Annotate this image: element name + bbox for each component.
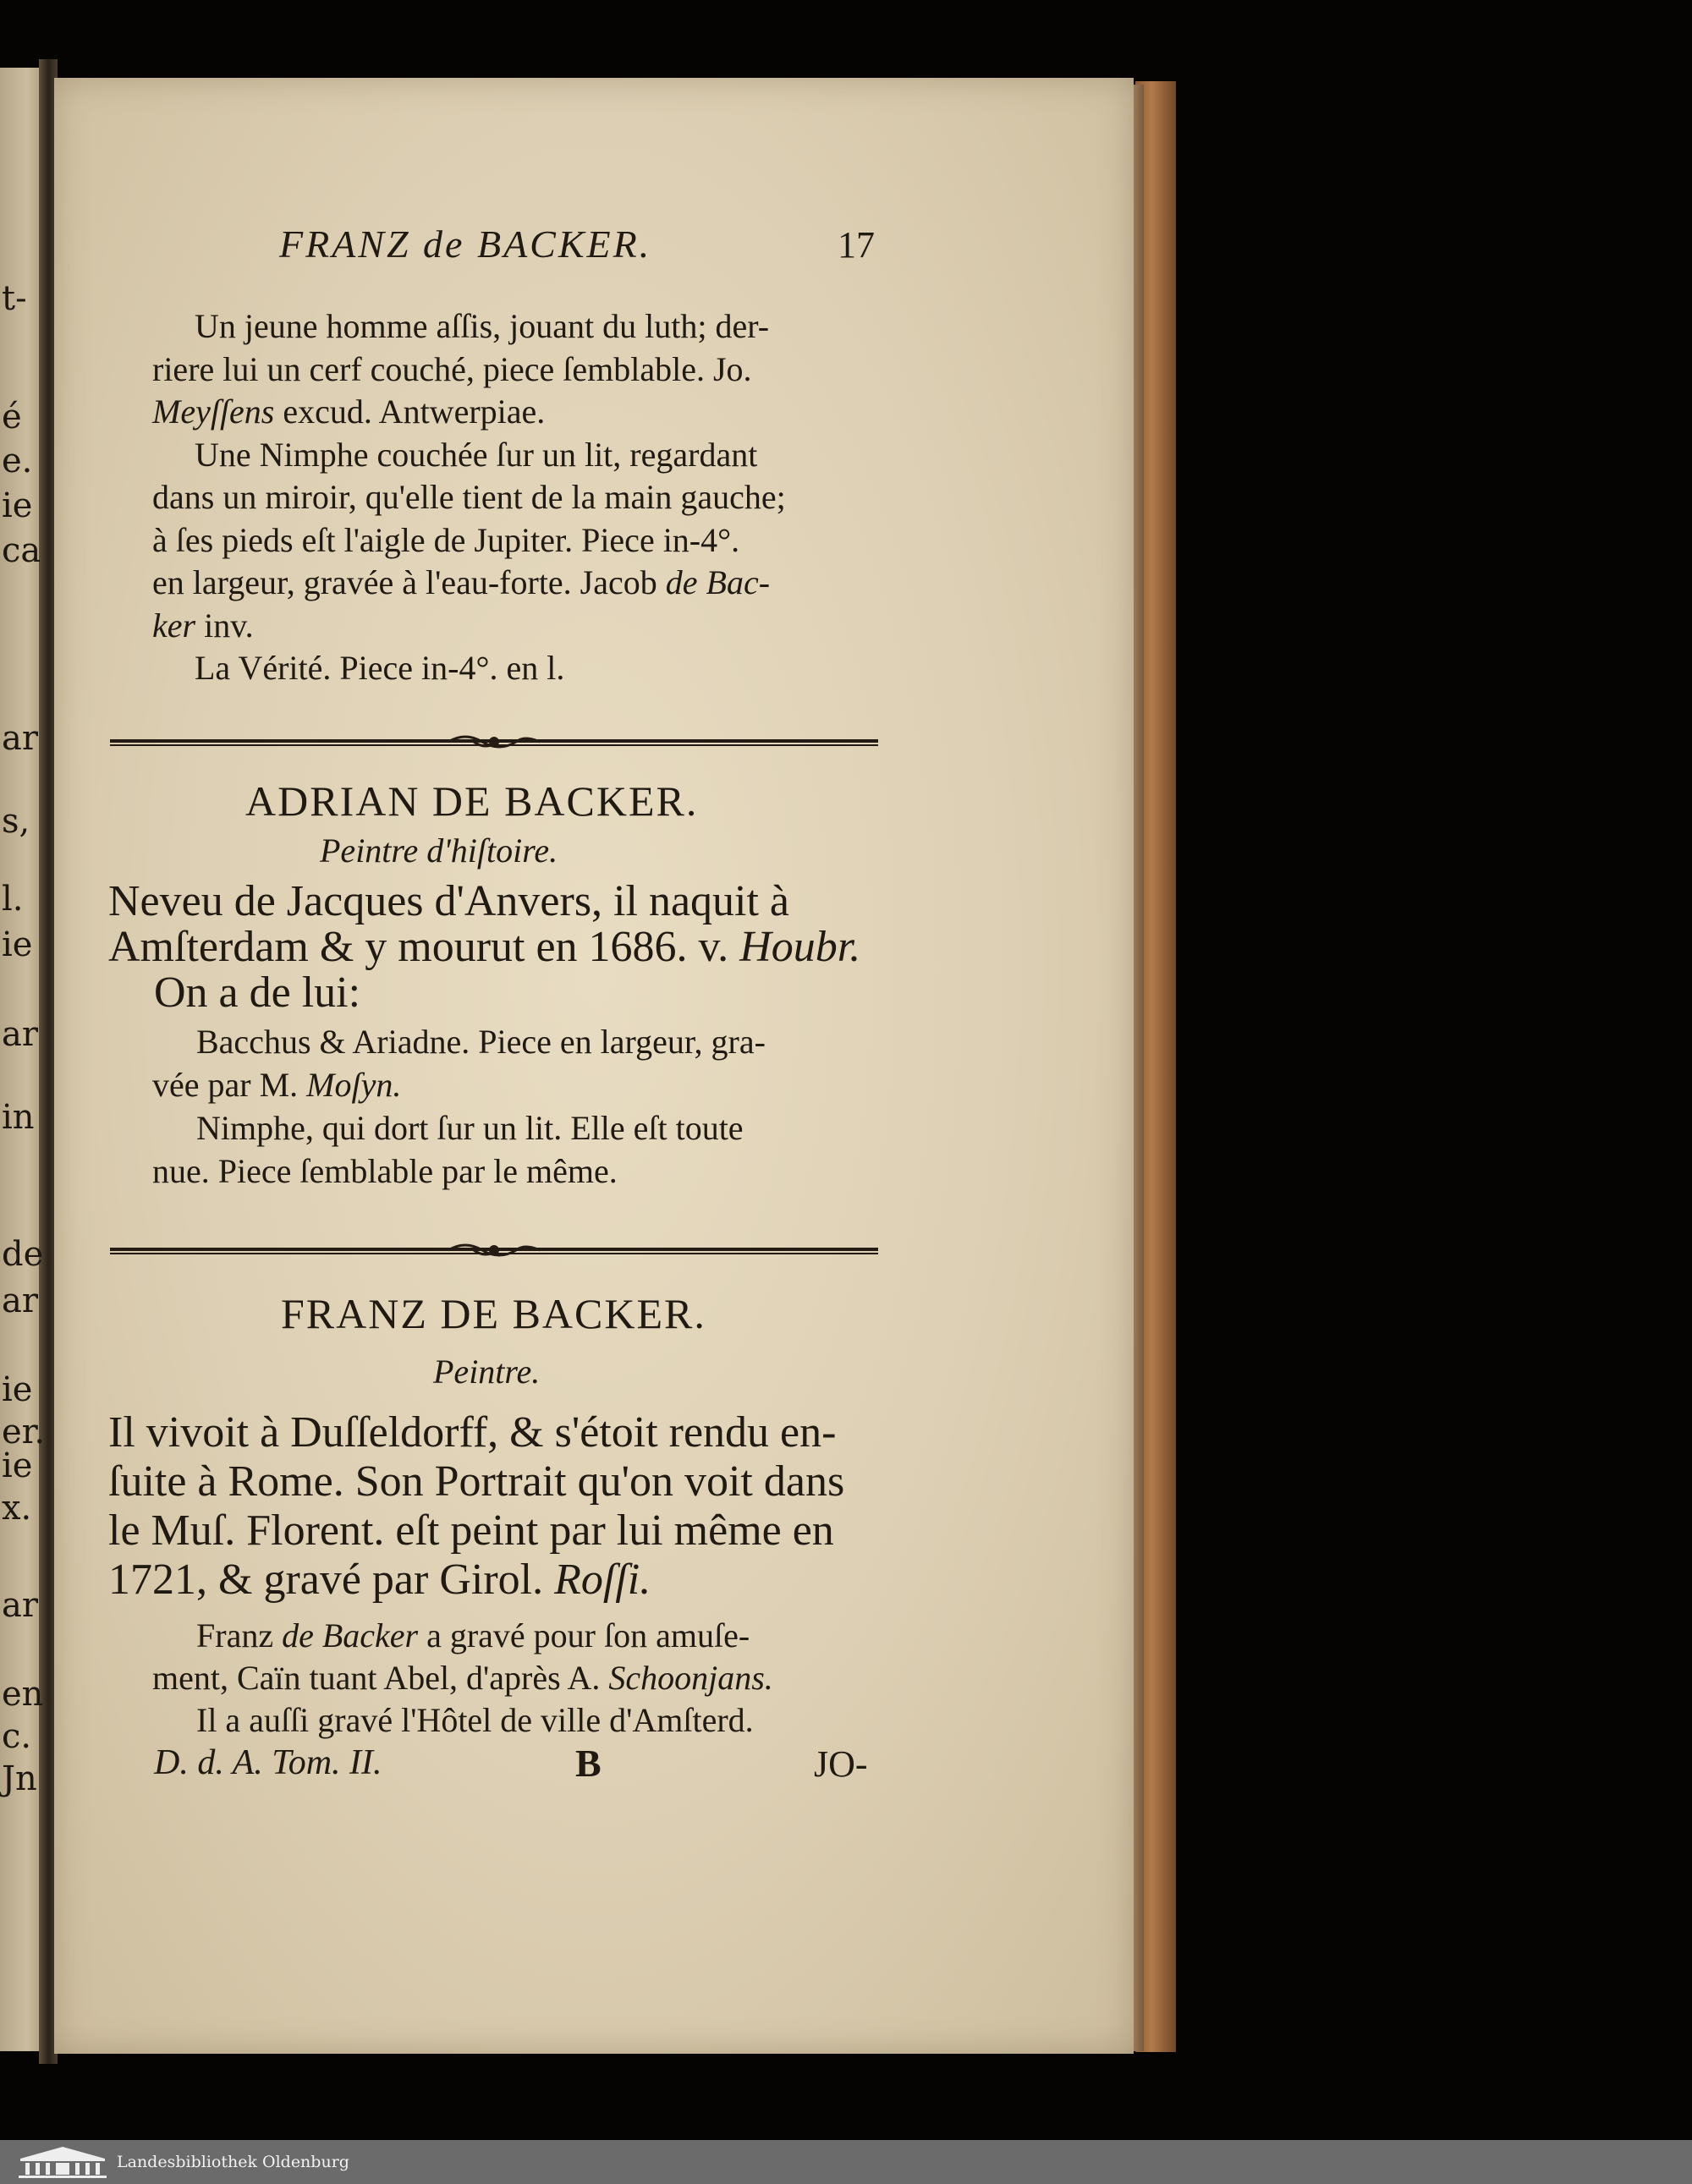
margin-fragment: l. [2,880,24,919]
italic-run: de Backer [282,1616,419,1654]
franz-subheading: Peintre. [433,1353,541,1391]
margin-fragment: ie [2,1446,33,1485]
margin-fragment: er. [2,1413,46,1451]
margin-fragment: ie [2,486,33,525]
margin-fragment: ar [2,1281,38,1320]
text-line [154,968,360,1018]
text-run: a gravé pour ſon amuſe- [418,1616,750,1654]
text-run: Il vivoit à Duſſeldorff, & s'étoit rendu en- [108,1408,837,1457]
margin-fragment: s, [2,802,30,841]
text-line [108,1408,836,1457]
library-name: Landesbibliothek Oldenburg [117,2153,349,2171]
text-run: riere lui un cerf couché, piece ſemblable. Jo. [152,349,752,388]
text-run: Nimphe, qui dort ſur un lit. Elle eſt toute [196,1109,744,1147]
margin-fragment: x. [2,1489,32,1528]
text-line [152,349,752,389]
library-building-icon [17,2145,108,2179]
text-run: Franz [196,1616,283,1654]
text-line [152,520,739,560]
text-run: à ſes pieds eſt l'aigle de Jupiter. Piece in-4°. [152,520,740,559]
text-run: La Vérité. Piece in-4°. en l. [195,649,565,687]
text-line [152,606,254,645]
signature-mark: B [575,1742,602,1785]
page-number: 17 [838,224,875,266]
text-line [196,1700,754,1740]
text-line [152,1151,618,1191]
margin-fragment: t- [2,279,27,318]
catchword: JO- [814,1743,868,1785]
italic-run: de Bac- [665,563,771,601]
margin-fragment: ie [2,925,33,964]
margin-fragment: ie [2,1370,33,1409]
adrian-heading: ADRIAN DE BACKER. [245,777,699,825]
text-run: 1721, & gravé par Girol. [108,1556,555,1604]
text-run: vée par M. [152,1066,307,1104]
text-line [195,306,769,346]
text-run: ment, Caïn tuant Abel, d'après A. [152,1659,609,1697]
adrian-subheading: Peintre d'hiſtoire. [320,831,558,870]
margin-fragment: é [2,398,22,436]
margin-fragment: e. [2,442,33,480]
text-line [196,1616,750,1655]
text-line [108,1506,834,1556]
text-line [196,1022,766,1062]
running-head: FRANZ de BACKER. [279,222,652,266]
margin-fragment: ca [2,531,41,570]
library-footer-bar [0,2140,1692,2184]
text-run: Un jeune homme aſſis, jouant du luth; der- [195,307,770,345]
margin-fragment: in [2,1098,35,1137]
text-run: dans un miroir, qu'elle tient de la main gauche; [152,478,786,516]
text-run: en largeur, gravée à l'eau-forte. Jacob [152,563,666,601]
margin-fragment: c. [2,1717,32,1756]
italic-run: Meyſſens [152,392,275,431]
text-run: Bacchus & Ariadne. Piece en largeur, gra- [196,1023,766,1061]
text-run: Amſterdam & y mourut en 1686. v. [108,923,740,971]
text-line [152,1065,401,1105]
italic-run: Houbr. [739,923,861,971]
text-line [108,922,860,972]
text-line [152,1658,773,1698]
volume-signature: D. d. A. Tom. II. [154,1743,382,1782]
text-line [108,1457,844,1506]
text-run: Une Nimphe couchée ſur un lit, regardant [195,435,758,474]
ornamental-rule [110,1240,878,1260]
franz-heading: FRANZ DE BACKER. [281,1290,706,1337]
ornamental-rule [110,732,878,752]
text-run: Il a auſſi gravé l'Hôtel de ville d'Amſterd. [196,1701,754,1739]
text-run: inv. [195,606,254,645]
margin-fragment: ar [2,1586,38,1625]
italic-run: Roſſi. [554,1556,651,1604]
text-run: ſuite à Rome. Son Portrait qu'on voit dans [108,1457,845,1506]
text-line [108,876,789,926]
text-line [108,1555,651,1605]
italic-run: Moſyn. [306,1066,402,1104]
margin-fragment: en [2,1675,44,1714]
italic-run: ker [152,606,196,645]
italic-run: Schoonjans. [608,1659,773,1697]
text-run: le Muſ. Florent. eſt peint par lui même en [108,1506,834,1555]
text-run: excud. Antwerpiae. [274,392,546,431]
text-line [196,1108,744,1148]
text-line [195,435,757,475]
text-line [152,392,545,431]
text-line [152,477,786,517]
margin-fragment: ar [2,1015,38,1054]
text-line [152,562,770,602]
text-run: Neveu de Jacques d'Anvers, il naquit à [108,877,790,925]
margin-fragment: de [2,1235,44,1274]
text-run: nue. Piece ſemblable par le même. [152,1152,618,1190]
margin-fragment: ar [2,719,38,758]
text-run: On a de lui: [154,969,361,1017]
margin-fragment: Jn [2,1759,37,1798]
text-line [195,648,564,688]
